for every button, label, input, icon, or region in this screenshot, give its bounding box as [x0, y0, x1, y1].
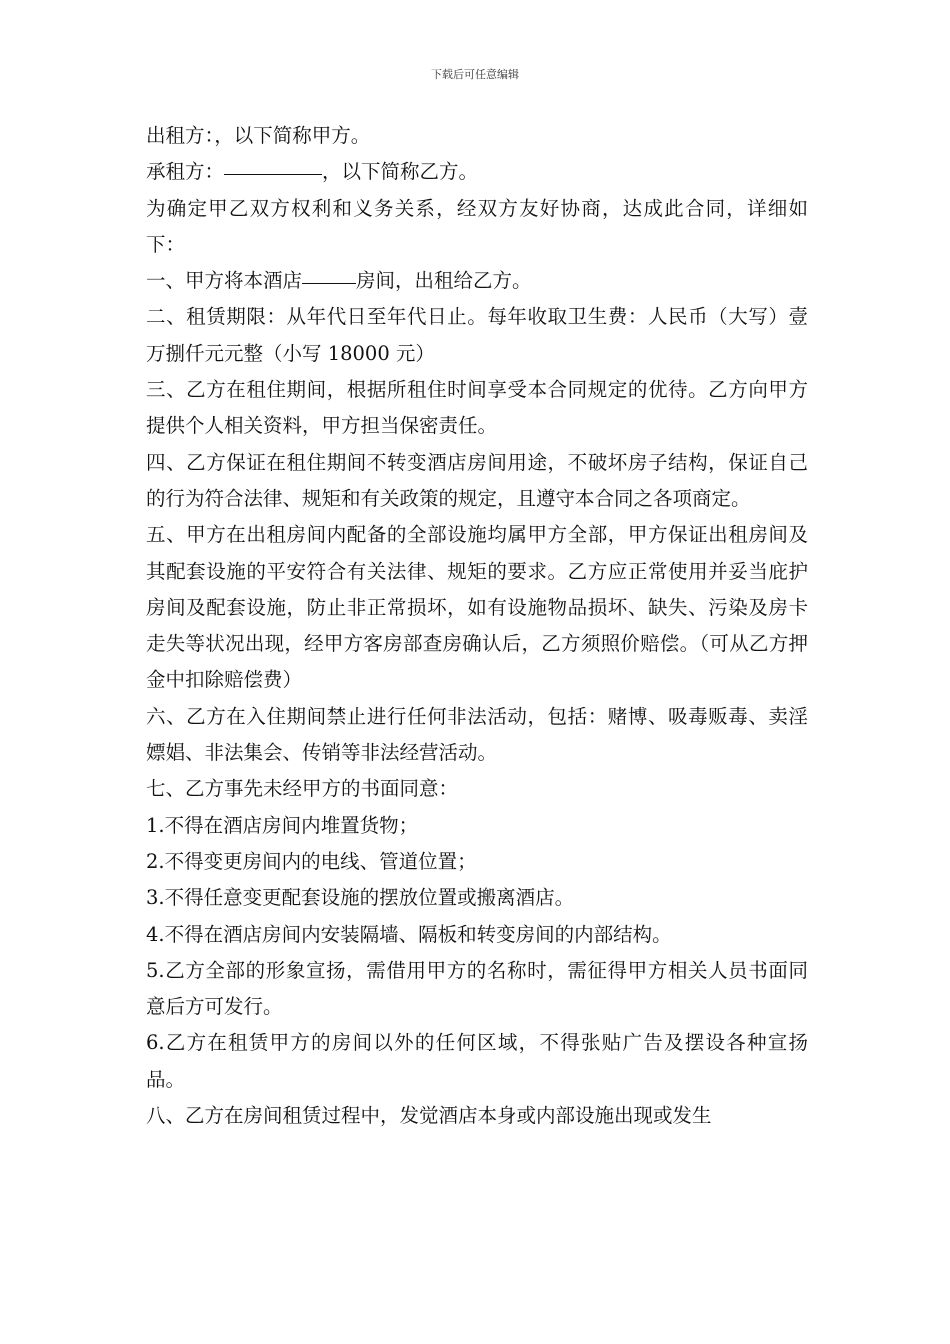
clause-7-item: 5.乙方全部的形象宣扬，需借用甲方的名称时，需征得甲方相关人员书面同意后方可发行。 [146, 958, 808, 1019]
clause-6: 六、乙方在入住期间禁止进行任何非法活动，包括：赌博、吸毒贩毒、卖淫嫖娼、非法集会、传销等非法经营活动。 [146, 704, 808, 765]
room-number-blank [302, 282, 356, 284]
clause-7-item: 6.乙方在租赁甲方的房间以外的任何区域，不得张贴广告及摆设各种宣扬品。 [146, 1031, 808, 1091]
intro-paragraph: 为确定甲乙双方权利和义务关系，经双方友好协商，达成此合同，详细如下： [146, 196, 808, 256]
clause-7-item: 1.不得在酒店房间内堆置货物； [146, 813, 419, 837]
lessee-label: 承租方： [146, 160, 225, 184]
clause-7-item: 3.不得任意变更配套设施的摆放位置或搬离酒店。 [146, 886, 575, 910]
lessor-label: 出租方： [146, 124, 215, 147]
lessor-suffix: ，以下简称甲方。 [214, 124, 371, 147]
clause-3: 三、乙方在租住期间，根据所租住时间享受本合同规定的优待。乙方向甲方提供个人相关资料，甲方担当保密责任。 [146, 378, 808, 438]
clause-1-suffix: 房间，出租给乙方。 [356, 269, 532, 293]
lessee-name-blank [224, 173, 322, 175]
contract-body [146, 118, 808, 1134]
clause-7-item: 4.不得在酒店房间内安装隔墙、隔板和转变房间的内部结构。 [146, 922, 672, 946]
page-header-note: 下载后可任意编辑 [431, 68, 519, 81]
clause-2: 二、租赁期限：从年代日至年代日止。每年收取卫生费：人民币（大写）壹万捌仟元元整（小写 18000 元） [146, 305, 808, 365]
clause-7-title: 七、乙方事先未经甲方的书面同意： [146, 777, 459, 801]
lessor-line [146, 118, 808, 154]
clause-1 [146, 263, 808, 299]
clause-8: 八、乙方在房间租赁过程中，发觉酒店本身或内部设施出现或发生 [146, 1104, 712, 1128]
clause-7-item: 2.不得变更房间内的电线、管道位置； [146, 849, 477, 873]
clause-4: 四、乙方保证在租住期间不转变酒店房间用途，不破坏房子结构，保证自己的行为符合法律、规矩和有关政策的规定，且遵守本合同之各项商定。 [146, 450, 808, 510]
clause-5: 五、甲方在出租房间内配备的全部设施均属甲方全部，甲方保证出租房间及其配套设施的平安符合有关法律、规矩的要求。乙方应正常使用并妥当庇护房间及配套设施，防止非正常损坏，如有设施物品损坏、缺失、污染及房卡走失等状况出现，经甲方客房部查房确认后，乙方须照价赔偿。（可从乙方押金中扣除赔偿费） [146, 523, 808, 692]
lessee-suffix: ，以下简称乙方。 [322, 160, 479, 184]
lessee-line [146, 154, 808, 190]
clause-1-prefix: 一、甲方将本酒店 [146, 269, 303, 293]
